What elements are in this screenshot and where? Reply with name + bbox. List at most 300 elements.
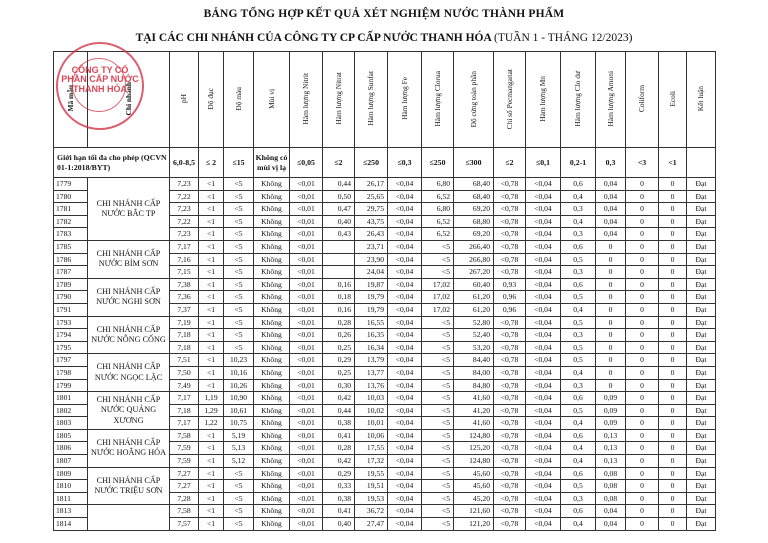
cell-turbidity: 1,22: [199, 417, 224, 430]
cell-ph: 7,36: [170, 291, 199, 304]
cell-chloride: <5: [422, 316, 454, 329]
cell-nitrite: <0,01: [290, 455, 323, 468]
cell-color: <5: [224, 215, 254, 228]
cell-conclusion: Đạt: [687, 215, 716, 228]
cell-sulfate: 26,43: [355, 228, 388, 241]
cell-nitrite: <0,01: [290, 215, 323, 228]
header-conclusion: Kết luận: [687, 52, 716, 148]
cell-nitrate: 0,50: [323, 190, 355, 203]
cell-turbidity: <1: [199, 429, 224, 442]
cell-color: 5,19: [224, 429, 254, 442]
cell-permanganate: <0,78: [494, 203, 526, 216]
cell-color: <5: [224, 480, 254, 493]
cell-conclusion: Đạt: [687, 190, 716, 203]
header-sample-id: Mã mẫu: [54, 52, 88, 148]
cell-turbidity: <1: [199, 442, 224, 455]
cell-nitrate: 0,30: [323, 379, 355, 392]
cell-hardness: 52,80: [454, 316, 494, 329]
cell-sample-id: 1793: [54, 316, 88, 329]
cell-manganese: <0,04: [526, 253, 561, 266]
table-row: [54, 429, 716, 442]
cell-iron: <0,04: [388, 266, 422, 279]
cell-turbidity: <1: [199, 228, 224, 241]
header-row: [54, 52, 716, 148]
cell-color: <5: [224, 518, 254, 531]
cell-color: <5: [224, 203, 254, 216]
table-row: [54, 178, 716, 191]
cell-permanganate: <0,78: [494, 505, 526, 518]
cell-ph: 7,59: [170, 455, 199, 468]
cell-turbidity: <1: [199, 480, 224, 493]
branch-cell: CHI NHÁNH CẤP NƯỚC BỈM SƠN: [88, 240, 170, 278]
cell-ecoli: 0: [659, 429, 687, 442]
cell-coliform: 0: [626, 240, 659, 253]
cell-color: <5: [224, 291, 254, 304]
cell-residual-chlorine: 0,5: [561, 291, 596, 304]
cell-manganese: <0,04: [526, 341, 561, 354]
cell-chloride: <5: [422, 392, 454, 405]
cell-hardness: 68,80: [454, 215, 494, 228]
cell-ammonium: 0,04: [596, 518, 626, 531]
cell-hardness: 84,80: [454, 379, 494, 392]
cell-sulfate: 19,79: [355, 303, 388, 316]
cell-ecoli: 0: [659, 266, 687, 279]
cell-residual-chlorine: 0,5: [561, 480, 596, 493]
cell-turbidity: 1,19: [199, 392, 224, 405]
cell-coliform: 0: [626, 266, 659, 279]
cell-sulfate: 36,72: [355, 505, 388, 518]
cell-manganese: <0,04: [526, 442, 561, 455]
cell-residual-chlorine: 0,3: [561, 228, 596, 241]
cell-turbidity: <1: [199, 266, 224, 279]
cell-residual-chlorine: 0,3: [561, 329, 596, 342]
cell-manganese: <0,04: [526, 266, 561, 279]
limit-color: ≤15: [224, 148, 254, 178]
cell-sulfate: 17,55: [355, 442, 388, 455]
cell-sulfate: 23,71: [355, 240, 388, 253]
cell-color: <5: [224, 278, 254, 291]
cell-ecoli: 0: [659, 190, 687, 203]
limit-manganese: ≤0,1: [526, 148, 561, 178]
cell-nitrate: 0,29: [323, 467, 355, 480]
header-hardness: Độ cứng toàn phần: [454, 52, 494, 148]
cell-conclusion: Đạt: [687, 291, 716, 304]
table-row: [54, 354, 716, 367]
cell-manganese: <0,04: [526, 505, 561, 518]
cell-iron: <0,04: [388, 203, 422, 216]
cell-sulfate: 10,06: [355, 429, 388, 442]
cell-nitrite: <0,01: [290, 379, 323, 392]
cell-coliform: 0: [626, 253, 659, 266]
results-table: [53, 51, 716, 531]
cell-permanganate: <0,78: [494, 366, 526, 379]
cell-sample-id: 1789: [54, 278, 88, 291]
cell-ecoli: 0: [659, 404, 687, 417]
cell-color: <5: [224, 467, 254, 480]
cell-permanganate: <0,78: [494, 379, 526, 392]
cell-coliform: 0: [626, 228, 659, 241]
cell-nitrate: 0,26: [323, 329, 355, 342]
cell-coliform: 0: [626, 316, 659, 329]
cell-iron: <0,04: [388, 518, 422, 531]
cell-conclusion: Đạt: [687, 429, 716, 442]
cell-turbidity: <1: [199, 518, 224, 531]
cell-hardness: 45,20: [454, 492, 494, 505]
cell-ph: 7,23: [170, 178, 199, 191]
cell-residual-chlorine: 0,4: [561, 455, 596, 468]
limit-ammonium: 0,3: [596, 148, 626, 178]
cell-chloride: <5: [422, 253, 454, 266]
cell-ammonium: 0,13: [596, 429, 626, 442]
cell-iron: <0,04: [388, 178, 422, 191]
table-row: [54, 240, 716, 253]
cell-taste: Không: [254, 366, 290, 379]
cell-hardness: 121,20: [454, 518, 494, 531]
cell-permanganate: <0,78: [494, 467, 526, 480]
cell-ph: 7,18: [170, 404, 199, 417]
cell-ecoli: 0: [659, 203, 687, 216]
cell-sample-id: 1809: [54, 467, 88, 480]
cell-turbidity: <1: [199, 190, 224, 203]
cell-chloride: <5: [422, 366, 454, 379]
cell-nitrite: <0,01: [290, 354, 323, 367]
header-ammonium: Hàm lượng Amoni: [596, 52, 626, 148]
cell-sample-id: 1810: [54, 480, 88, 493]
cell-permanganate: <0,78: [494, 266, 526, 279]
cell-permanganate: <0,78: [494, 215, 526, 228]
branch-cell: CHI NHÁNH CẤP NƯỚC TRIỆU SƠN: [88, 467, 170, 505]
cell-ph: 7,49: [170, 379, 199, 392]
cell-color: <5: [224, 341, 254, 354]
cell-conclusion: Đạt: [687, 316, 716, 329]
cell-nitrate: [323, 253, 355, 266]
cell-manganese: <0,04: [526, 492, 561, 505]
cell-turbidity: <1: [199, 366, 224, 379]
cell-sulfate: 19,51: [355, 480, 388, 493]
cell-manganese: <0,04: [526, 404, 561, 417]
table-row: [54, 316, 716, 329]
cell-coliform: 0: [626, 492, 659, 505]
results-body: [54, 178, 716, 531]
cell-ammonium: 0: [596, 379, 626, 392]
cell-coliform: 0: [626, 341, 659, 354]
cell-ammonium: 0: [596, 240, 626, 253]
cell-residual-chlorine: 0,5: [561, 253, 596, 266]
cell-hardness: 266,80: [454, 253, 494, 266]
cell-sulfate: 29,75: [355, 203, 388, 216]
limit-residual-chlorine: 0,2-1: [561, 148, 596, 178]
cell-taste: Không: [254, 480, 290, 493]
cell-ph: 7,58: [170, 429, 199, 442]
cell-coliform: 0: [626, 366, 659, 379]
cell-taste: Không: [254, 417, 290, 430]
cell-nitrite: <0,01: [290, 228, 323, 241]
cell-ph: 7,28: [170, 492, 199, 505]
cell-turbidity: <1: [199, 240, 224, 253]
cell-hardness: 266,40: [454, 240, 494, 253]
cell-taste: Không: [254, 455, 290, 468]
cell-ecoli: 0: [659, 518, 687, 531]
cell-residual-chlorine: 0,4: [561, 366, 596, 379]
header-sulfate: Hàm lượng Sunfat: [355, 52, 388, 148]
cell-taste: Không: [254, 291, 290, 304]
cell-iron: <0,04: [388, 492, 422, 505]
cell-coliform: 0: [626, 329, 659, 342]
cell-sample-id: 1779: [54, 178, 88, 191]
cell-ph: 7,17: [170, 417, 199, 430]
header-permanganate: Chỉ số Pecmanganat: [494, 52, 526, 148]
cell-conclusion: Đạt: [687, 442, 716, 455]
cell-ammonium: 0,04: [596, 203, 626, 216]
cell-color: <5: [224, 228, 254, 241]
cell-sample-id: 1780: [54, 190, 88, 203]
cell-coliform: 0: [626, 190, 659, 203]
cell-chloride: <5: [422, 379, 454, 392]
cell-chloride: <5: [422, 404, 454, 417]
cell-nitrate: 0,25: [323, 366, 355, 379]
cell-taste: Không: [254, 518, 290, 531]
cell-chloride: <5: [422, 442, 454, 455]
cell-permanganate: <0,78: [494, 417, 526, 430]
cell-nitrite: <0,01: [290, 341, 323, 354]
header-nitrate: Hàm lượng Nitrat: [323, 52, 355, 148]
cell-residual-chlorine: 0,4: [561, 303, 596, 316]
cell-permanganate: <0,78: [494, 442, 526, 455]
cell-nitrite: <0,01: [290, 253, 323, 266]
cell-sample-id: 1807: [54, 455, 88, 468]
cell-iron: <0,04: [388, 467, 422, 480]
cell-hardness: 53,20: [454, 341, 494, 354]
branch-cell: CHI NHÁNH CẤP NƯỚC BẮC TP: [88, 178, 170, 241]
cell-nitrate: 0,28: [323, 442, 355, 455]
cell-ecoli: 0: [659, 341, 687, 354]
cell-hardness: 125,20: [454, 442, 494, 455]
cell-coliform: 0: [626, 429, 659, 442]
cell-residual-chlorine: 0,5: [561, 354, 596, 367]
cell-permanganate: <0,78: [494, 329, 526, 342]
cell-permanganate: <0,78: [494, 354, 526, 367]
cell-chloride: 6,52: [422, 228, 454, 241]
cell-taste: Không: [254, 442, 290, 455]
cell-residual-chlorine: 0,4: [561, 442, 596, 455]
cell-permanganate: <0,78: [494, 178, 526, 191]
branch-cell: CHI NHÁNH CẤP NƯỚC NÔNG CỐNG: [88, 316, 170, 354]
cell-chloride: 6,52: [422, 190, 454, 203]
cell-ammonium: 0,08: [596, 492, 626, 505]
cell-manganese: <0,04: [526, 480, 561, 493]
cell-nitrite: <0,01: [290, 392, 323, 405]
cell-conclusion: Đạt: [687, 379, 716, 392]
cell-ammonium: 0: [596, 366, 626, 379]
cell-manganese: <0,04: [526, 354, 561, 367]
cell-permanganate: <0,78: [494, 240, 526, 253]
cell-residual-chlorine: 0,6: [561, 429, 596, 442]
cell-sample-id: 1801: [54, 392, 88, 405]
cell-ecoli: 0: [659, 228, 687, 241]
cell-nitrite: <0,01: [290, 316, 323, 329]
cell-manganese: <0,04: [526, 316, 561, 329]
cell-turbidity: <1: [199, 354, 224, 367]
cell-ecoli: 0: [659, 303, 687, 316]
cell-chloride: 6,80: [422, 203, 454, 216]
cell-sulfate: 19,79: [355, 291, 388, 304]
cell-turbidity: <1: [199, 178, 224, 191]
cell-manganese: <0,04: [526, 417, 561, 430]
cell-ph: 7,15: [170, 266, 199, 279]
cell-residual-chlorine: 0,4: [561, 190, 596, 203]
branch-cell: [88, 505, 170, 530]
limit-nitrite: ≤0,05: [290, 148, 323, 178]
cell-hardness: 121,60: [454, 505, 494, 518]
cell-sample-id: 1791: [54, 303, 88, 316]
cell-color: 10,16: [224, 366, 254, 379]
report-title: BẢNG TỔNG HỢP KẾT QUẢ XÉT NGHIỆM NƯỚC THÀNH PHẨM: [203, 8, 565, 20]
cell-color: <5: [224, 178, 254, 191]
cell-sulfate: 10,02: [355, 404, 388, 417]
cell-iron: <0,04: [388, 316, 422, 329]
cell-taste: Không: [254, 341, 290, 354]
cell-chloride: 17,02: [422, 278, 454, 291]
cell-taste: Không: [254, 178, 290, 191]
cell-hardness: 69,20: [454, 228, 494, 241]
cell-nitrate: 0,42: [323, 455, 355, 468]
cell-chloride: <5: [422, 417, 454, 430]
cell-sulfate: 27,47: [355, 518, 388, 531]
cell-color: 10,26: [224, 379, 254, 392]
cell-ecoli: 0: [659, 316, 687, 329]
cell-sulfate: 43,75: [355, 215, 388, 228]
cell-sulfate: 26,17: [355, 178, 388, 191]
cell-nitrite: <0,01: [290, 278, 323, 291]
cell-manganese: <0,04: [526, 379, 561, 392]
cell-sulfate: 19,55: [355, 467, 388, 480]
cell-ecoli: 0: [659, 480, 687, 493]
cell-permanganate: <0,78: [494, 404, 526, 417]
cell-hardness: 84,00: [454, 366, 494, 379]
cell-sample-id: 1785: [54, 240, 88, 253]
cell-ecoli: 0: [659, 240, 687, 253]
table-row: [54, 392, 716, 405]
cell-chloride: <5: [422, 329, 454, 342]
cell-nitrate: 0,47: [323, 203, 355, 216]
cell-sample-id: 1799: [54, 379, 88, 392]
cell-chloride: <5: [422, 492, 454, 505]
cell-ecoli: 0: [659, 455, 687, 468]
cell-turbidity: <1: [199, 253, 224, 266]
cell-ammonium: 0: [596, 354, 626, 367]
cell-nitrate: 0,33: [323, 480, 355, 493]
cell-turbidity: <1: [199, 492, 224, 505]
cell-ecoli: 0: [659, 442, 687, 455]
cell-residual-chlorine: 0,4: [561, 518, 596, 531]
cell-ecoli: 0: [659, 392, 687, 405]
header-ecoli: Ecoli: [659, 52, 687, 148]
cell-ph: 7,38: [170, 278, 199, 291]
cell-nitrite: <0,01: [290, 266, 323, 279]
cell-iron: <0,04: [388, 404, 422, 417]
cell-ammonium: 0: [596, 278, 626, 291]
cell-chloride: 6,80: [422, 178, 454, 191]
cell-chloride: <5: [422, 467, 454, 480]
cell-residual-chlorine: 0,6: [561, 392, 596, 405]
cell-residual-chlorine: 0,5: [561, 404, 596, 417]
cell-hardness: 60,40: [454, 278, 494, 291]
cell-chloride: <5: [422, 266, 454, 279]
cell-nitrite: <0,01: [290, 429, 323, 442]
cell-nitrite: <0,01: [290, 404, 323, 417]
cell-coliform: 0: [626, 379, 659, 392]
cell-sample-id: 1797: [54, 354, 88, 367]
cell-ecoli: 0: [659, 278, 687, 291]
cell-turbidity: <1: [199, 203, 224, 216]
cell-color: 5,12: [224, 455, 254, 468]
cell-ph: 7,58: [170, 505, 199, 518]
cell-coliform: 0: [626, 303, 659, 316]
cell-taste: Không: [254, 492, 290, 505]
cell-conclusion: Đạt: [687, 467, 716, 480]
cell-turbidity: <1: [199, 278, 224, 291]
cell-conclusion: Đạt: [687, 417, 716, 430]
cell-nitrate: [323, 240, 355, 253]
cell-nitrate: 0,16: [323, 278, 355, 291]
header-coliform: Coliform: [626, 52, 659, 148]
cell-sulfate: 16,55: [355, 316, 388, 329]
cell-hardness: 68,40: [454, 178, 494, 191]
cell-taste: Không: [254, 303, 290, 316]
cell-coliform: 0: [626, 278, 659, 291]
limit-turbidity: ≤ 2: [199, 148, 224, 178]
cell-permanganate: <0,78: [494, 518, 526, 531]
cell-chloride: 17,02: [422, 291, 454, 304]
cell-nitrate: 0,38: [323, 492, 355, 505]
cell-ph: 7,18: [170, 329, 199, 342]
cell-manganese: <0,04: [526, 215, 561, 228]
cell-coliform: 0: [626, 178, 659, 191]
cell-permanganate: <0,78: [494, 341, 526, 354]
cell-ph: 7,27: [170, 467, 199, 480]
cell-taste: Không: [254, 379, 290, 392]
cell-conclusion: Đạt: [687, 329, 716, 342]
cell-turbidity: <1: [199, 341, 224, 354]
cell-nitrate: 0,25: [323, 341, 355, 354]
cell-nitrite: <0,01: [290, 417, 323, 430]
report-subtitle-period: (TUẦN 1 - THÁNG 12/2023): [494, 32, 633, 44]
cell-taste: Không: [254, 240, 290, 253]
cell-ph: 7,27: [170, 480, 199, 493]
limit-conclusion: [687, 148, 716, 178]
cell-hardness: 84,40: [454, 354, 494, 367]
cell-permanganate: <0,78: [494, 429, 526, 442]
cell-turbidity: <1: [199, 379, 224, 392]
table-row: [54, 505, 716, 518]
cell-chloride: <5: [422, 429, 454, 442]
header-nitrite: Hàm lượng Nitrit: [290, 52, 323, 148]
cell-residual-chlorine: 0,3: [561, 203, 596, 216]
cell-residual-chlorine: 0,4: [561, 417, 596, 430]
cell-coliform: 0: [626, 354, 659, 367]
cell-taste: Không: [254, 190, 290, 203]
cell-iron: <0,04: [388, 429, 422, 442]
cell-turbidity: <1: [199, 215, 224, 228]
cell-color: 10,90: [224, 392, 254, 405]
cell-iron: <0,04: [388, 190, 422, 203]
cell-taste: Không: [254, 203, 290, 216]
cell-nitrate: 0,40: [323, 215, 355, 228]
cell-ammonium: 0: [596, 329, 626, 342]
cell-nitrite: <0,01: [290, 190, 323, 203]
cell-sulfate: 24,04: [355, 266, 388, 279]
cell-nitrate: 0,29: [323, 354, 355, 367]
